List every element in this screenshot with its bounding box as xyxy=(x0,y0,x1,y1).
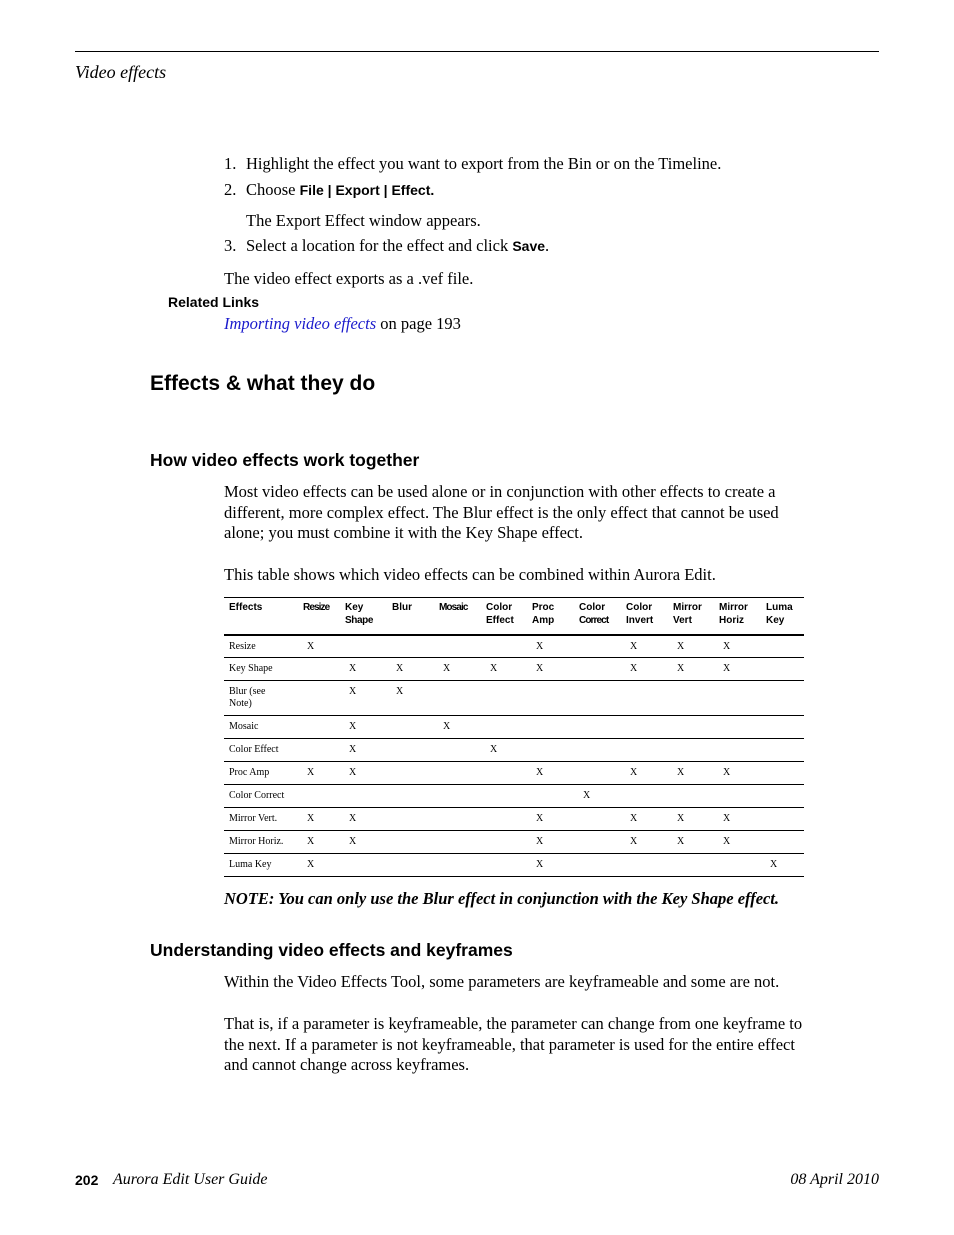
compatibility-cell: X xyxy=(714,831,761,854)
table-row xyxy=(224,854,804,877)
related-link-row: Importing video effects on page 193 xyxy=(224,314,461,333)
column-header-line: Proc xyxy=(532,602,555,613)
compatibility-cell xyxy=(527,716,574,739)
compatibility-cell: X xyxy=(298,854,340,877)
compatibility-cell: X xyxy=(298,808,340,831)
column-header xyxy=(298,598,340,635)
compatibility-cell xyxy=(298,785,340,808)
compatibility-cell xyxy=(714,716,761,739)
publication-date: 08 April 2010 xyxy=(790,1171,879,1188)
compatibility-cell xyxy=(434,808,481,831)
subsection-title-work-together: How video effects work together xyxy=(150,450,420,470)
page-number: 202 xyxy=(75,1172,99,1188)
compatibility-cell: X xyxy=(340,658,387,681)
section-title: Effects & what they do xyxy=(150,372,376,395)
column-header-line: Mirror xyxy=(719,602,748,613)
compatibility-cell xyxy=(481,854,527,877)
compatibility-cell xyxy=(574,762,621,785)
compatibility-cell xyxy=(434,681,481,716)
column-header xyxy=(761,598,804,635)
compatibility-cell: X xyxy=(621,658,668,681)
column-header xyxy=(574,598,621,635)
compatibility-cell: X xyxy=(668,658,714,681)
column-header-line: Key xyxy=(345,602,364,613)
export-result: The video effect exports as a .vef file. xyxy=(224,269,474,288)
compatibility-cell: X xyxy=(761,854,804,877)
compatibility-cell xyxy=(574,854,621,877)
column-header xyxy=(481,598,527,635)
column-header xyxy=(621,598,668,635)
step-3: 3. Select a location for the effect and click Save. xyxy=(224,236,550,255)
compatibility-cell: X xyxy=(621,808,668,831)
running-title: Video effects xyxy=(75,62,167,82)
compatibility-cell xyxy=(668,681,714,716)
column-header-line: Correct xyxy=(579,615,609,626)
compatibility-cell: X xyxy=(387,681,434,716)
header-rule xyxy=(75,51,879,52)
compatibility-cell xyxy=(434,831,481,854)
compatibility-cell xyxy=(714,854,761,877)
compatibility-cell xyxy=(298,681,340,716)
compatibility-cell xyxy=(481,785,527,808)
column-header-line: Blur xyxy=(392,602,412,613)
column-header-line: Shape xyxy=(345,615,374,626)
column-header-line: Resize xyxy=(303,602,330,613)
compatibility-cell: X xyxy=(668,762,714,785)
compatibility-cell xyxy=(434,854,481,877)
compatibility-cell: X xyxy=(527,831,574,854)
compatibility-cell xyxy=(574,681,621,716)
compatibility-cell: X xyxy=(574,785,621,808)
compatibility-cell: X xyxy=(340,762,387,785)
compatibility-cell xyxy=(574,658,621,681)
compatibility-cell xyxy=(621,681,668,716)
compatibility-cell xyxy=(387,808,434,831)
compatibility-cell xyxy=(481,808,527,831)
compatibility-cell xyxy=(574,739,621,762)
compatibility-cell xyxy=(761,762,804,785)
compatibility-cell: X xyxy=(340,831,387,854)
compatibility-cell xyxy=(668,716,714,739)
compatibility-cell xyxy=(527,739,574,762)
compatibility-cell: X xyxy=(481,658,527,681)
compatibility-cell: X xyxy=(387,658,434,681)
row-effect-name: Luma Key xyxy=(224,854,298,877)
compatibility-cell: X xyxy=(621,762,668,785)
compatibility-cell xyxy=(387,785,434,808)
compatibility-cell xyxy=(574,716,621,739)
row-effect-name: Mirror Horiz. xyxy=(224,831,298,854)
compatibility-cell xyxy=(761,831,804,854)
compatibility-cell: X xyxy=(714,635,761,658)
compatibility-cell: X xyxy=(481,739,527,762)
compatibility-cell: X xyxy=(298,635,340,658)
compatibility-cell: X xyxy=(621,635,668,658)
column-header-line: Effects xyxy=(229,602,263,613)
compatibility-cell xyxy=(761,785,804,808)
compatibility-cell xyxy=(714,785,761,808)
compatibility-cell xyxy=(621,716,668,739)
table-header-row xyxy=(224,598,804,635)
column-header-line: Effect xyxy=(486,615,514,626)
compatibility-cell xyxy=(387,854,434,877)
table-row xyxy=(224,658,804,681)
column-header xyxy=(224,598,298,635)
compatibility-cell: X xyxy=(527,762,574,785)
column-header xyxy=(434,598,481,635)
compatibility-cell xyxy=(298,716,340,739)
compatibility-cell xyxy=(340,854,387,877)
compatibility-cell: X xyxy=(668,831,714,854)
row-effect-name: Color Effect xyxy=(224,739,298,762)
compatibility-cell xyxy=(481,831,527,854)
compatibility-cell xyxy=(761,635,804,658)
compatibility-cell xyxy=(574,831,621,854)
compatibility-cell: X xyxy=(434,658,481,681)
row-effect-name: Mirror Vert. xyxy=(224,808,298,831)
column-header-line: Color xyxy=(486,602,513,613)
compatibility-cell xyxy=(434,739,481,762)
compatibility-cell xyxy=(714,739,761,762)
row-effect-name: Mosaic xyxy=(224,716,298,739)
column-header-line: Amp xyxy=(532,615,555,626)
compatibility-cell xyxy=(387,739,434,762)
column-header-line: Invert xyxy=(626,615,654,626)
table-row xyxy=(224,831,804,854)
column-header xyxy=(387,598,434,635)
compatibility-cell: X xyxy=(714,658,761,681)
compatibility-cell xyxy=(761,808,804,831)
column-header xyxy=(714,598,761,635)
table-row xyxy=(224,681,804,716)
compatibility-cell xyxy=(387,716,434,739)
table-row xyxy=(224,762,804,785)
note: NOTE: You can only use the Blur effect in conjunction with the Key Shape effect. xyxy=(224,889,780,908)
compatibility-cell xyxy=(761,658,804,681)
compatibility-cell xyxy=(668,739,714,762)
row-effect-name: Proc Amp xyxy=(224,762,298,785)
compatibility-cell xyxy=(387,762,434,785)
subsection-title-keyframes: Understanding video effects and keyframes xyxy=(150,940,513,960)
paragraph-keyframe-detail: That is, if a parameter is keyframeable, the parameter can change from one keyframe to the next. If a parameter is not keyframeable, that parameter is used for the entire effect and cannot change across keyframes. xyxy=(224,1014,803,1074)
compatibility-cell xyxy=(387,635,434,658)
column-header xyxy=(340,598,387,635)
compatibility-cell xyxy=(527,785,574,808)
compatibility-cell: X xyxy=(527,635,574,658)
row-effect-name: Blur (see Note) xyxy=(224,681,298,716)
column-header xyxy=(527,598,574,635)
importing-video-effects-link[interactable]: Importing video effects xyxy=(224,314,377,333)
compatibility-cell: X xyxy=(340,808,387,831)
compatibility-cell xyxy=(434,762,481,785)
compatibility-cell xyxy=(340,785,387,808)
compatibility-cell: X xyxy=(298,831,340,854)
compatibility-cell xyxy=(481,716,527,739)
menu-path: File | Export | Effect. xyxy=(299,182,435,198)
step-2: 2. Choose File | Export | Effect. xyxy=(224,180,435,199)
step-1: 1. Highlight the effect you want to export from the Bin or on the Timeline. xyxy=(224,154,722,173)
paragraph-combination: Most video effects can be used alone or in conjunction with other effects to create a different, more complex effect. The Blur effect is the only effect that cannot be used alone; you must combine it with the Key Shape effect. xyxy=(224,482,779,542)
paragraph-keyframeable: Within the Video Effects Tool, some parameters are keyframeable and some are not. xyxy=(224,972,780,991)
compatibility-cell xyxy=(668,785,714,808)
compatibility-cell: X xyxy=(340,739,387,762)
compatibility-cell xyxy=(714,681,761,716)
table-row xyxy=(224,716,804,739)
compatibility-cell xyxy=(298,739,340,762)
compatibility-cell: X xyxy=(340,716,387,739)
compatibility-cell: X xyxy=(527,808,574,831)
compatibility-cell xyxy=(761,681,804,716)
compatibility-cell xyxy=(621,785,668,808)
step-2-result: The Export Effect window appears. xyxy=(246,211,481,230)
compatibility-cell xyxy=(298,658,340,681)
compatibility-cell xyxy=(621,739,668,762)
column-header-line: Horiz xyxy=(719,615,744,626)
column-header-line: Mosaic xyxy=(439,602,468,613)
compatibility-cell xyxy=(668,854,714,877)
row-effect-name: Key Shape xyxy=(224,658,298,681)
column-header-line: Color xyxy=(626,602,653,613)
effects-combination-table xyxy=(224,597,804,877)
save-term: Save xyxy=(512,238,546,254)
compatibility-cell xyxy=(621,854,668,877)
compatibility-cell: X xyxy=(298,762,340,785)
compatibility-cell xyxy=(434,635,481,658)
compatibility-cell: X xyxy=(340,681,387,716)
compatibility-cell xyxy=(527,681,574,716)
column-header-line: Key xyxy=(766,615,785,626)
column-header-line: Color xyxy=(579,602,606,613)
compatibility-cell xyxy=(481,681,527,716)
compatibility-cell: X xyxy=(668,808,714,831)
compatibility-cell: X xyxy=(714,808,761,831)
table-body xyxy=(224,635,804,877)
column-header xyxy=(668,598,714,635)
compatibility-cell xyxy=(434,785,481,808)
column-header-line: Mirror xyxy=(673,602,702,613)
compatibility-cell xyxy=(481,762,527,785)
compatibility-cell: X xyxy=(714,762,761,785)
row-effect-name: Color Correct xyxy=(224,785,298,808)
compatibility-cell xyxy=(761,739,804,762)
compatibility-cell xyxy=(340,635,387,658)
column-header-line: Vert xyxy=(673,615,692,626)
row-effect-name: Resize xyxy=(224,635,298,658)
table-row xyxy=(224,635,804,658)
compatibility-cell xyxy=(574,808,621,831)
table-row xyxy=(224,739,804,762)
compatibility-cell: X xyxy=(527,854,574,877)
guide-title: Aurora Edit User Guide xyxy=(113,1171,268,1188)
table-row xyxy=(224,785,804,808)
compatibility-cell xyxy=(761,716,804,739)
table-row xyxy=(224,808,804,831)
compatibility-cell: X xyxy=(621,831,668,854)
column-header-line: Luma xyxy=(766,602,793,613)
related-links-heading: Related Links xyxy=(168,294,260,310)
compatibility-cell: X xyxy=(527,658,574,681)
compatibility-cell xyxy=(387,831,434,854)
compatibility-cell xyxy=(574,635,621,658)
compatibility-cell: X xyxy=(434,716,481,739)
compatibility-cell: X xyxy=(668,635,714,658)
compatibility-cell xyxy=(481,635,527,658)
paragraph-table-intro: This table shows which video effects can be combined within Aurora Edit. xyxy=(224,565,716,584)
